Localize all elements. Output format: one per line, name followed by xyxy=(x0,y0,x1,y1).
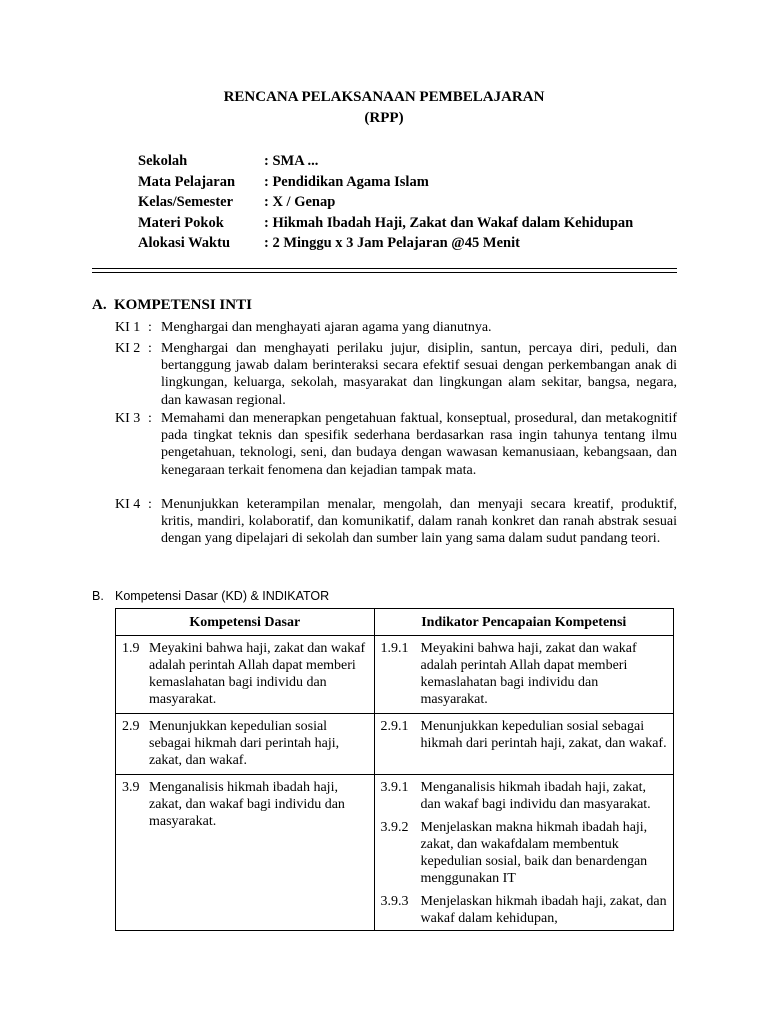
identity-key: Kelas/Semester xyxy=(138,194,234,210)
identity-row-mata-pelajaran xyxy=(138,172,633,193)
kd-cell xyxy=(116,714,375,775)
indicator-cell xyxy=(374,775,673,931)
ki-colon: : xyxy=(148,411,152,426)
table-row xyxy=(116,714,674,775)
section-title: KOMPETENSI INTI xyxy=(114,297,252,313)
ki-colon: : xyxy=(148,341,152,356)
kd-text: Menganalisis hikmah ibadah haji, zakat, dan wakaf bagi individu dan masyarakat. xyxy=(149,780,345,829)
ki-text: Menghargai dan menghayati ajaran agama yang dianutnya. xyxy=(161,320,492,335)
kd-text: Meyakini bahwa haji, zakat dan wakaf adalah perintah Allah dapat memberi kemaslahatan bagi individu dan masyarakat. xyxy=(149,641,366,707)
ki-text: Memahami dan menerapkan pengetahuan faktual, konseptual, prosedural, dan metakognitif pada tingkat teknis dan spesifik sederhana berdasarkan rasa ingin tahunya tentang ilmu pengetahuan, teknologi, seni, dan budaya dengan wawasan kemanusiaan, kebangsaan, dan kenegaraan terkait fenomena dan kejadian tampak mata. xyxy=(161,411,677,478)
ki-colon: : xyxy=(148,497,152,512)
column-header-kd: Kompetensi Dasar xyxy=(116,609,375,636)
identity-row-materi-pokok xyxy=(138,213,633,234)
section-title: Kompetensi Dasar (KD) & INDIKATOR xyxy=(115,589,330,603)
identity-value: : Pendidikan Agama Islam xyxy=(264,173,429,190)
indicator-text: Meyakini bahwa haji, zakat dan wakaf adalah perintah Allah dapat memberi kemaslahatan bagi individu dan masyarakat. xyxy=(420,641,637,707)
indicator-number: 3.9.1 xyxy=(380,780,409,795)
identity-row-kelas-semester xyxy=(138,192,633,213)
ki-label: KI 2 xyxy=(115,341,141,356)
ki-item xyxy=(115,496,677,548)
indicator-number: 2.9.1 xyxy=(380,719,409,734)
ki-item xyxy=(115,410,677,479)
ki-item xyxy=(115,319,677,336)
indicator-text: Menjelaskan hikmah ibadah haji, zakat, dan wakaf dalam kehidupan, xyxy=(420,894,667,925)
section-a-heading xyxy=(92,297,252,314)
indicator-text: Menganalisis hikmah ibadah haji, zakat, dan wakaf bagi individu dan masyarakat. xyxy=(420,780,651,812)
document-subtitle: (RPP) xyxy=(364,110,404,126)
ki-text: Menunjukkan keterampilan menalar, mengolah, dan menyaji secara kreatif, produktif, kritis, mandiri, kolaboratif, dan komunikatif, dalam ranah konkret dan ranah abstrak sesuai dengan yang dipelajari di sekolah dan sumber lain yang sama dalam sudut pandang teori. xyxy=(161,497,677,547)
identity-value: : X / Genap xyxy=(264,194,336,210)
section-b-heading xyxy=(92,589,329,603)
kd-indicator-table xyxy=(115,608,674,931)
divider-line xyxy=(92,272,677,273)
table-row xyxy=(116,636,674,714)
kd-number: 1.9 xyxy=(122,641,140,656)
identity-row-alokasi-waktu xyxy=(138,233,633,254)
kd-number: 3.9 xyxy=(122,780,140,795)
ki-text: Menghargai dan menghayati perilaku jujur, disiplin, santun, percaya diri, peduli, dan bertanggung jawab dalam berinteraksi secara efektif sesuai dengan perkembangan anak di lingkungan, keluarga, sekolah, masyarakat dan lingkungan alam sekitar, bangsa, negara, dan kawasan regional. xyxy=(161,341,677,408)
identity-key: Alokasi Waktu xyxy=(138,235,231,251)
identity-key: Materi Pokok xyxy=(138,214,224,231)
identity-key: Sekolah xyxy=(138,153,188,169)
identity-key: Mata Pelajaran xyxy=(138,173,236,190)
identity-block xyxy=(138,151,633,254)
identity-value: : 2 Minggu x 3 Jam Pelajaran @45 Menit xyxy=(264,235,520,251)
divider-line xyxy=(92,268,677,269)
identity-row-sekolah xyxy=(138,151,633,172)
kd-text: Menunjukkan kepedulian sosial sebagai hikmah dari perintah haji, zakat, dan wakaf. xyxy=(149,719,340,768)
ki-item xyxy=(115,340,677,409)
indicator-cell xyxy=(374,636,673,714)
identity-value: : Hikmah Ibadah Haji, Zakat dan Wakaf dalam Kehidupan xyxy=(264,214,634,231)
indicator-text: Menunjukkan kepedulian sosial sebagai hikmah dari perintah haji, zakat, dan wakaf. xyxy=(420,719,667,751)
indicator-number: 3.9.2 xyxy=(380,820,409,835)
indicator-number: 1.9.1 xyxy=(380,641,409,656)
table-row xyxy=(116,775,674,931)
document-title: RENCANA PELAKSANAAN PEMBELAJARAN xyxy=(223,89,545,105)
table-header-row xyxy=(116,609,674,636)
ki-label: KI 3 xyxy=(115,411,141,426)
ki-label: KI 4 xyxy=(115,497,141,512)
indicator-number: 3.9.3 xyxy=(380,894,409,909)
indicator-text: Menjelaskan makna hikmah ibadah haji, zakat, dan wakafdalam membentuk kepedulian sosial, baik dan benardengan menggunakan IT xyxy=(420,820,648,886)
kd-cell xyxy=(116,775,375,931)
kd-cell xyxy=(116,636,375,714)
kd-number: 2.9 xyxy=(122,719,140,734)
section-letter: B. xyxy=(92,589,104,603)
section-letter: A. xyxy=(92,297,107,313)
ki-label: KI 1 xyxy=(115,320,141,335)
column-header-indicator: Indikator Pencapaian Kompetensi xyxy=(374,609,673,636)
indicator-cell xyxy=(374,714,673,775)
identity-value: : SMA ... xyxy=(264,153,319,169)
ki-colon: : xyxy=(148,320,152,335)
